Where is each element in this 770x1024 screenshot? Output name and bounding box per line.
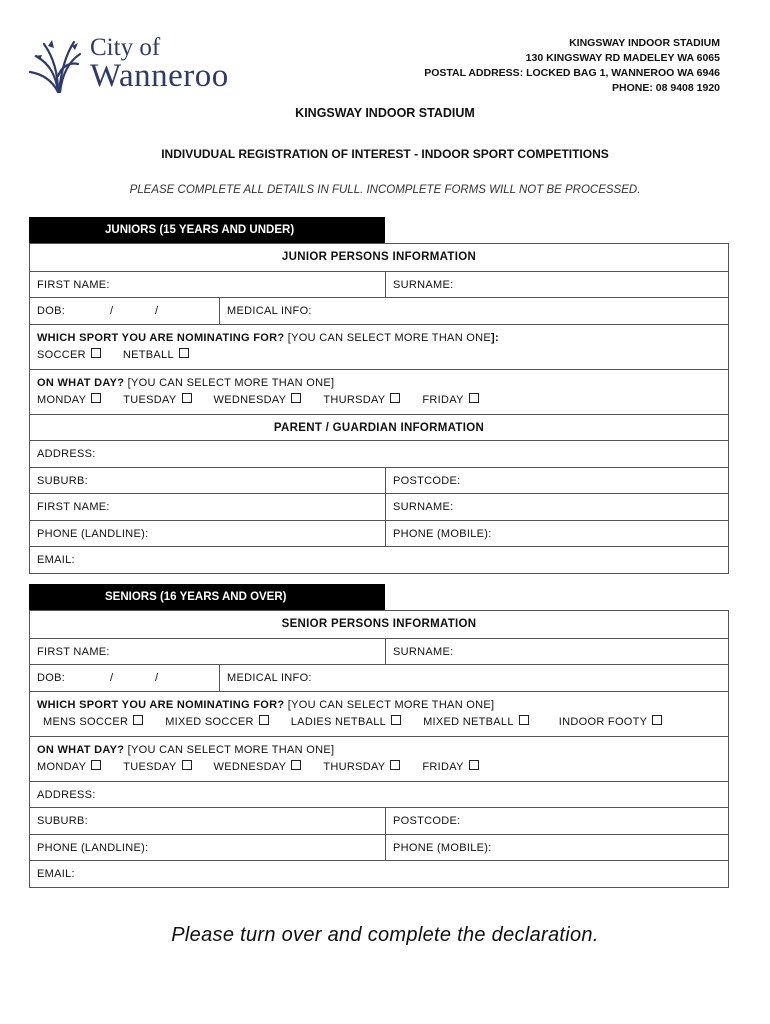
parent-surname-field[interactable]: SURNAME:: [385, 494, 728, 520]
option-label: SOCCER: [37, 348, 86, 361]
parent-address-row: [30, 440, 728, 467]
option-label: MIXED NETBALL: [423, 715, 514, 728]
junior-sport-note-end: ]:: [491, 331, 499, 344]
checkbox-icon[interactable]: [182, 760, 192, 770]
seniors-form: [29, 610, 729, 888]
address-line-2: 130 KINGSWAY RD MADELEY WA 6065: [525, 52, 720, 64]
junior-persons-header: JUNIOR PERSONS INFORMATION: [281, 251, 477, 263]
parent-phone-mobile-field[interactable]: PHONE (MOBILE):: [385, 521, 728, 547]
checkbox-icon[interactable]: [91, 393, 101, 403]
senior-day-question: ON WHAT DAY?: [37, 743, 125, 756]
senior-phone-landline-field[interactable]: PHONE (LANDLINE):: [37, 841, 149, 854]
senior-email-field[interactable]: EMAIL:: [37, 868, 75, 880]
junior-sport-question: WHICH SPORT YOU ARE NOMINATING FOR?: [37, 331, 285, 344]
junior-sport-option-soccer[interactable]: [37, 348, 101, 361]
declaration-footer-note: Please turn over and complete the declaration.: [171, 924, 599, 946]
parent-suburb-row: [30, 467, 728, 494]
checkbox-icon[interactable]: [91, 348, 101, 358]
senior-day-option-friday[interactable]: [422, 760, 478, 773]
junior-dob-separator: /: [155, 305, 159, 317]
checkbox-icon[interactable]: [133, 715, 143, 725]
option-label: NETBALL: [122, 348, 174, 361]
checkbox-icon[interactable]: [182, 393, 192, 403]
page-title: KINGSWAY INDOOR STADIUM: [295, 106, 475, 120]
junior-dob-row: [30, 297, 728, 324]
parent-header-row: [30, 414, 728, 441]
junior-day-option-friday[interactable]: [422, 393, 478, 406]
senior-surname-field[interactable]: SURNAME:: [385, 639, 728, 665]
senior-dob-field[interactable]: [30, 665, 220, 691]
option-label: FRIDAY: [422, 760, 464, 773]
senior-persons-header-row: [30, 611, 728, 638]
option-label: THURSDAY: [323, 393, 386, 406]
form-subtitle: INDIVUDUAL REGISTRATION OF INTEREST - INDOOR SPORT COMPETITIONS: [161, 147, 609, 161]
junior-medical-field[interactable]: MEDICAL INFO:: [219, 298, 728, 324]
senior-sport-option-indoor-footy[interactable]: [559, 715, 663, 728]
senior-day-option-wednesday[interactable]: [214, 760, 302, 773]
senior-dob-separator: /: [155, 672, 159, 684]
parent-name-row: [30, 493, 728, 520]
senior-suburb-field[interactable]: SUBURB:: [37, 815, 88, 827]
checkbox-icon[interactable]: [469, 760, 479, 770]
parent-phone-row: [30, 520, 728, 547]
senior-name-row: [30, 638, 728, 665]
senior-sport-option-mens-soccer[interactable]: [43, 715, 143, 728]
checkbox-icon[interactable]: [390, 760, 400, 770]
junior-day-option-tuesday[interactable]: [123, 393, 191, 406]
option-label: INDOOR FOOTY: [558, 715, 648, 728]
parent-guardian-header: PARENT / GUARDIAN INFORMATION: [273, 421, 485, 434]
senior-day-option-tuesday[interactable]: [123, 760, 191, 773]
option-label: WEDNESDAY: [213, 760, 287, 773]
checkbox-icon[interactable]: [291, 760, 301, 770]
senior-day-row: [30, 736, 728, 781]
option-label: WEDNESDAY: [213, 393, 287, 406]
option-label: MIXED SOCCER: [165, 715, 254, 728]
parent-address-field[interactable]: ADDRESS:: [37, 448, 96, 460]
checkbox-icon[interactable]: [291, 393, 301, 403]
junior-dob-separator: /: [110, 305, 114, 317]
juniors-form: [29, 243, 729, 574]
address-line-3: POSTAL ADDRESS: LOCKED BAG 1, WANNEROO WA 6946: [424, 67, 720, 79]
senior-sport-option-mixed-netball[interactable]: [423, 715, 529, 728]
senior-phone-mobile-field[interactable]: PHONE (MOBILE):: [385, 835, 728, 861]
checkbox-icon[interactable]: [390, 393, 400, 403]
checkbox-icon[interactable]: [652, 715, 662, 725]
senior-day-note: [YOU CAN SELECT MORE THAN ONE]: [124, 743, 335, 756]
address-block: [424, 36, 720, 96]
junior-sport-note: [YOU CAN SELECT MORE THAN ONE: [284, 331, 492, 344]
junior-day-option-wednesday[interactable]: [214, 393, 302, 406]
senior-email-row: [30, 860, 728, 887]
junior-dob-label: DOB:: [37, 305, 66, 317]
junior-day-row: [30, 369, 728, 414]
senior-sport-question: WHICH SPORT YOU ARE NOMINATING FOR?: [37, 698, 285, 711]
junior-day-note: [YOU CAN SELECT MORE THAN ONE]: [124, 376, 335, 389]
form-instruction: PLEASE COMPLETE ALL DETAILS IN FULL. INCOMPLETE FORMS WILL NOT BE PROCESSED.: [129, 184, 641, 196]
senior-address-field[interactable]: ADDRESS:: [37, 788, 96, 801]
junior-day-question: ON WHAT DAY?: [37, 376, 125, 389]
senior-postcode-field[interactable]: POSTCODE:: [385, 808, 728, 834]
parent-email-row: [30, 546, 728, 573]
junior-persons-header-row: [30, 244, 728, 271]
senior-dob-row: [30, 664, 728, 691]
senior-suburb-row: [30, 807, 728, 834]
logo-city-text: City of: [90, 34, 161, 61]
city-logo: [28, 32, 243, 94]
junior-sport-option-netball[interactable]: [123, 348, 189, 361]
senior-sport-option-ladies-netball[interactable]: [291, 715, 401, 728]
checkbox-icon[interactable]: [259, 715, 269, 725]
option-label: MENS SOCCER: [43, 715, 129, 728]
parent-postcode-field[interactable]: POSTCODE:: [385, 468, 728, 494]
junior-day-option-monday[interactable]: [37, 393, 101, 406]
address-line-1: KINGSWAY INDOOR STADIUM: [569, 37, 720, 49]
parent-phone-landline-field[interactable]: PHONE (LANDLINE):: [37, 527, 149, 540]
option-label: TUESDAY: [123, 393, 177, 406]
senior-sport-row: [30, 691, 728, 736]
option-label: MONDAY: [37, 393, 87, 406]
junior-surname-field[interactable]: SURNAME:: [385, 272, 728, 298]
option-label: MONDAY: [37, 760, 87, 773]
option-label: LADIES NETBALL: [290, 715, 387, 728]
junior-sport-row: [30, 324, 728, 369]
checkbox-icon[interactable]: [519, 715, 529, 725]
parent-email-field[interactable]: EMAIL:: [37, 554, 75, 566]
junior-dob-field[interactable]: [30, 298, 220, 324]
grass-tree-logo-icon: [28, 36, 84, 94]
senior-day-option-monday[interactable]: [37, 760, 101, 773]
senior-medical-field[interactable]: MEDICAL INFO:: [219, 665, 728, 691]
parent-first-name-field[interactable]: FIRST NAME:: [37, 501, 110, 513]
checkbox-icon[interactable]: [91, 760, 101, 770]
junior-first-name-field[interactable]: FIRST NAME:: [37, 278, 110, 291]
parent-suburb-field[interactable]: SUBURB:: [37, 474, 88, 487]
senior-persons-header: SENIOR PERSONS INFORMATION: [281, 618, 477, 630]
senior-phone-row: [30, 834, 728, 861]
senior-dob-separator: /: [110, 672, 114, 684]
junior-day-option-thursday[interactable]: [323, 393, 400, 406]
senior-address-row: [30, 781, 728, 808]
senior-first-name-field[interactable]: FIRST NAME:: [37, 645, 110, 658]
senior-sport-option-mixed-soccer[interactable]: [165, 715, 269, 728]
seniors-section-tab: SENIORS (16 YEARS AND OVER): [29, 584, 385, 610]
senior-dob-label: DOB:: [37, 672, 66, 684]
checkbox-icon[interactable]: [179, 348, 189, 358]
option-label: TUESDAY: [123, 760, 177, 773]
checkbox-icon[interactable]: [391, 715, 401, 725]
address-line-4: PHONE: 08 9408 1920: [612, 82, 720, 94]
senior-sport-note: [YOU CAN SELECT MORE THAN ONE]: [284, 698, 495, 711]
checkbox-icon[interactable]: [469, 393, 479, 403]
juniors-section-tab: JUNIORS (15 YEARS AND UNDER): [29, 217, 385, 243]
senior-day-option-thursday[interactable]: [323, 760, 400, 773]
option-label: FRIDAY: [422, 393, 464, 406]
junior-name-row: [30, 271, 728, 298]
option-label: THURSDAY: [323, 760, 386, 773]
logo-name-text: Wanneroo: [90, 58, 229, 94]
